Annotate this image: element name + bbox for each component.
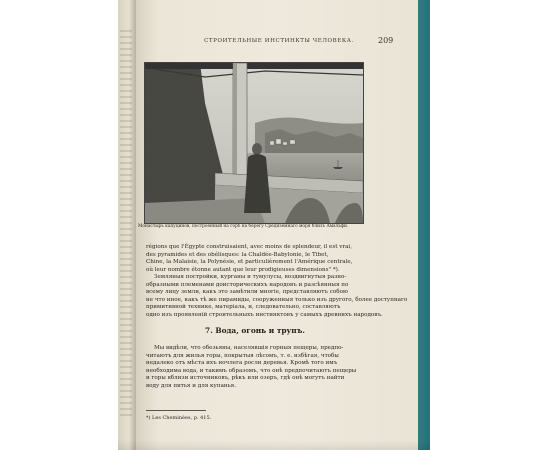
text-line: необходима вода, и такимъ образомъ, что онѣ предпочитаютъ пещеры <box>146 367 357 374</box>
text-line: одно изъ проявленій строительныхъ инстинктовъ у самыхъ древнихъ народовъ. <box>146 311 383 318</box>
footnote-divider <box>146 410 206 411</box>
text-line: régions que l'Égypte construisaient, avec moins de splendeur, il est vrai, <box>146 244 352 250</box>
page-bottom-shadow <box>118 440 430 450</box>
text-line: недалеко отъ мѣста ихъ ночлега росли деревья. Кромѣ того имъ <box>146 360 338 367</box>
text-line: воду для питья и для купанья. <box>146 382 236 389</box>
engraving-illustration <box>144 62 364 224</box>
text-line: и горы вблизи источниковъ, рѣкъ или озеръ, гдѣ онѣ могутъ найти <box>146 375 345 382</box>
text-line: où leur nombre étonne autant que leur prodigieuses dimensions" *). <box>146 266 340 273</box>
page-number: 209 <box>378 36 394 45</box>
running-header: СТРОИТЕЛЬНЫЕ ИНСТИНКТЫ ЧЕЛОВЕКА. <box>204 38 354 44</box>
paragraph-2 <box>146 345 364 390</box>
footnote: *) Les Cheminées, p. 415. <box>146 415 212 421</box>
section-heading: 7. Вода, огонь и трупъ. <box>205 326 305 335</box>
text-line: примитивной технике, матеріала, и, следовательно, составляютъ <box>146 304 341 311</box>
text-line: Мы видѣли, что обезьяны, населявшія горныя пещеры, предпо- <box>154 345 344 351</box>
text-line: не что иное, какъ тѣ же пирамиды, сооруженныя только изъ другого, более доступнаго <box>146 296 408 303</box>
left-page-margin-text <box>120 30 132 420</box>
text-line: Земляныя постройки, курганы и тумулусы, воздвигнутыя разно- <box>154 274 347 281</box>
book-page <box>136 0 418 450</box>
paragraph-1 <box>146 244 408 319</box>
text-line: образными племенами доисторическихъ народовъ и разсѣянныя по <box>146 281 349 288</box>
book-cover-edge <box>418 0 430 450</box>
monastery-engraving-icon <box>145 63 363 223</box>
figure-caption: Монастырь капуцинов, построенный на горѣ на берегу Средиземнаго моря близъ Амальфи. <box>138 224 349 229</box>
text-line: читаютъ для жилья горы, покрытыя лѣсомъ, т. е. избѣгая, чтобы <box>146 352 339 359</box>
text-line: всему лицу земли, какъ это замѣтили многіе, представляютъ собою <box>146 289 348 296</box>
text-line: des pyramides et des obélisques: la Chaldée-Babylonie, le Tibet, <box>146 251 329 258</box>
text-line: Chine, la Malaisie, la Polynésie, et particulièrement l'Amérique centrale, <box>146 259 353 266</box>
